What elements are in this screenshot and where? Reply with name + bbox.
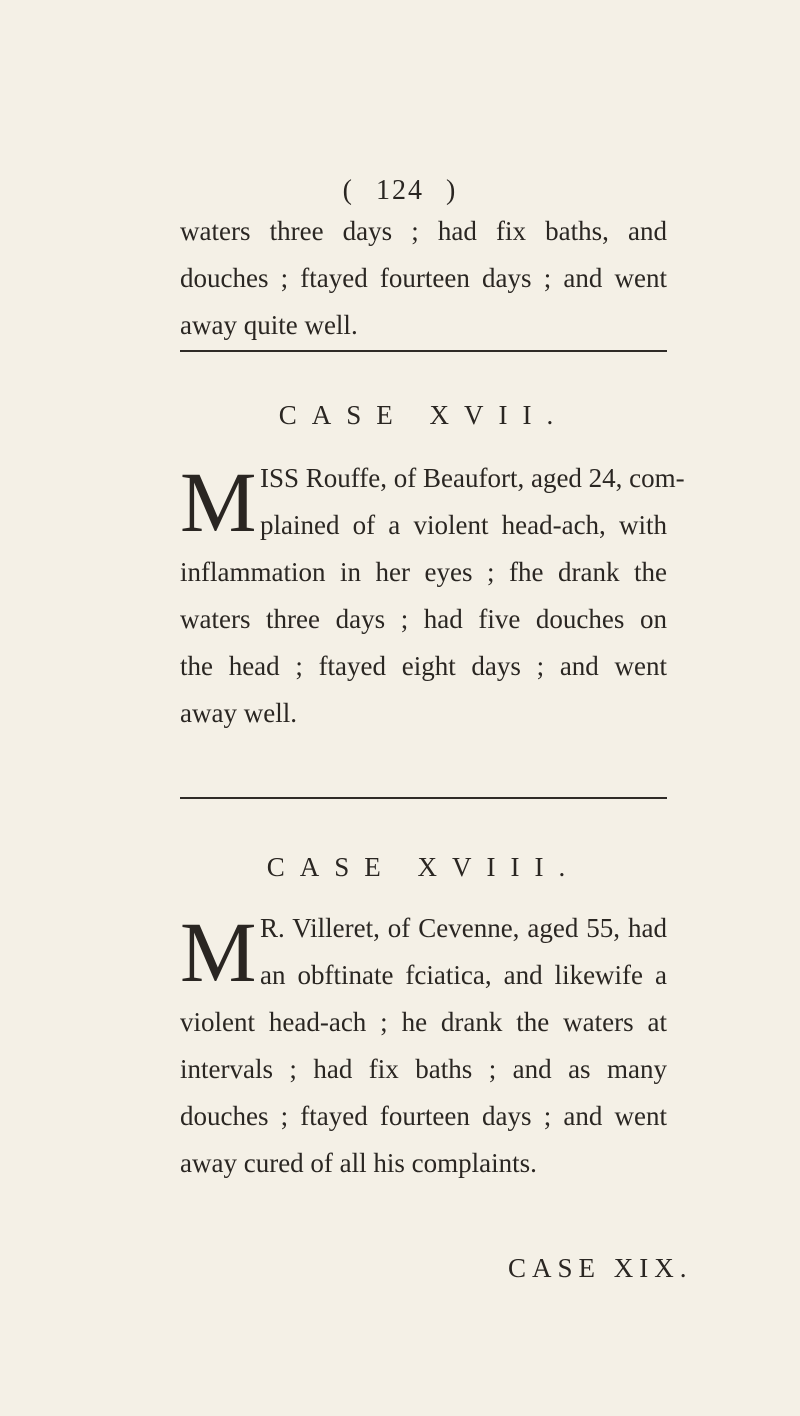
text-line: ISS Rouffe, of Beaufort, aged 24, com- [260, 463, 685, 493]
text-line: an obftinate fciatica, and likewife a [260, 960, 667, 990]
text-line: waters three days ; had fix baths, and [180, 216, 667, 246]
folio-number: 124 [376, 175, 424, 206]
case-heading: CASE XVII. [278, 400, 569, 430]
close-paren: ) [446, 175, 458, 206]
catchword: CASE XIX. [508, 1253, 693, 1283]
text-line: douches ; ftayed fourteen days ; and went [180, 1101, 667, 1131]
drop-capital: M [180, 904, 257, 1000]
text-line: douches ; ftayed fourteen days ; and went [180, 263, 667, 293]
text-line: R. Villeret, of Cevenne, aged 55, had [260, 913, 667, 943]
text-line: away cured of all his complaints. [180, 1148, 537, 1178]
text-line: away quite well. [180, 310, 358, 340]
text-line: intervals ; had fix baths ; and as many [180, 1054, 667, 1084]
text-line: violent head-ach ; he drank the waters at [180, 1007, 667, 1037]
page-number [0, 175, 800, 207]
intro-paragraph [180, 208, 667, 349]
case-heading: CASE XVIII. [266, 852, 581, 882]
section-divider [180, 350, 667, 352]
drop-capital: M [180, 454, 257, 550]
text-line: the head ; ftayed eight days ; and went [180, 651, 667, 681]
text-line: away well. [180, 698, 297, 728]
case-paragraph [180, 454, 685, 737]
text-line: plained of a violent head-ach, with [260, 510, 667, 540]
text-line: inflammation in her eyes ; fhe drank the [180, 557, 667, 587]
open-paren: ( [342, 175, 354, 206]
case-paragraph [180, 905, 667, 1187]
text-line: waters three days ; had five douches on [180, 604, 667, 634]
section-divider [180, 797, 667, 799]
